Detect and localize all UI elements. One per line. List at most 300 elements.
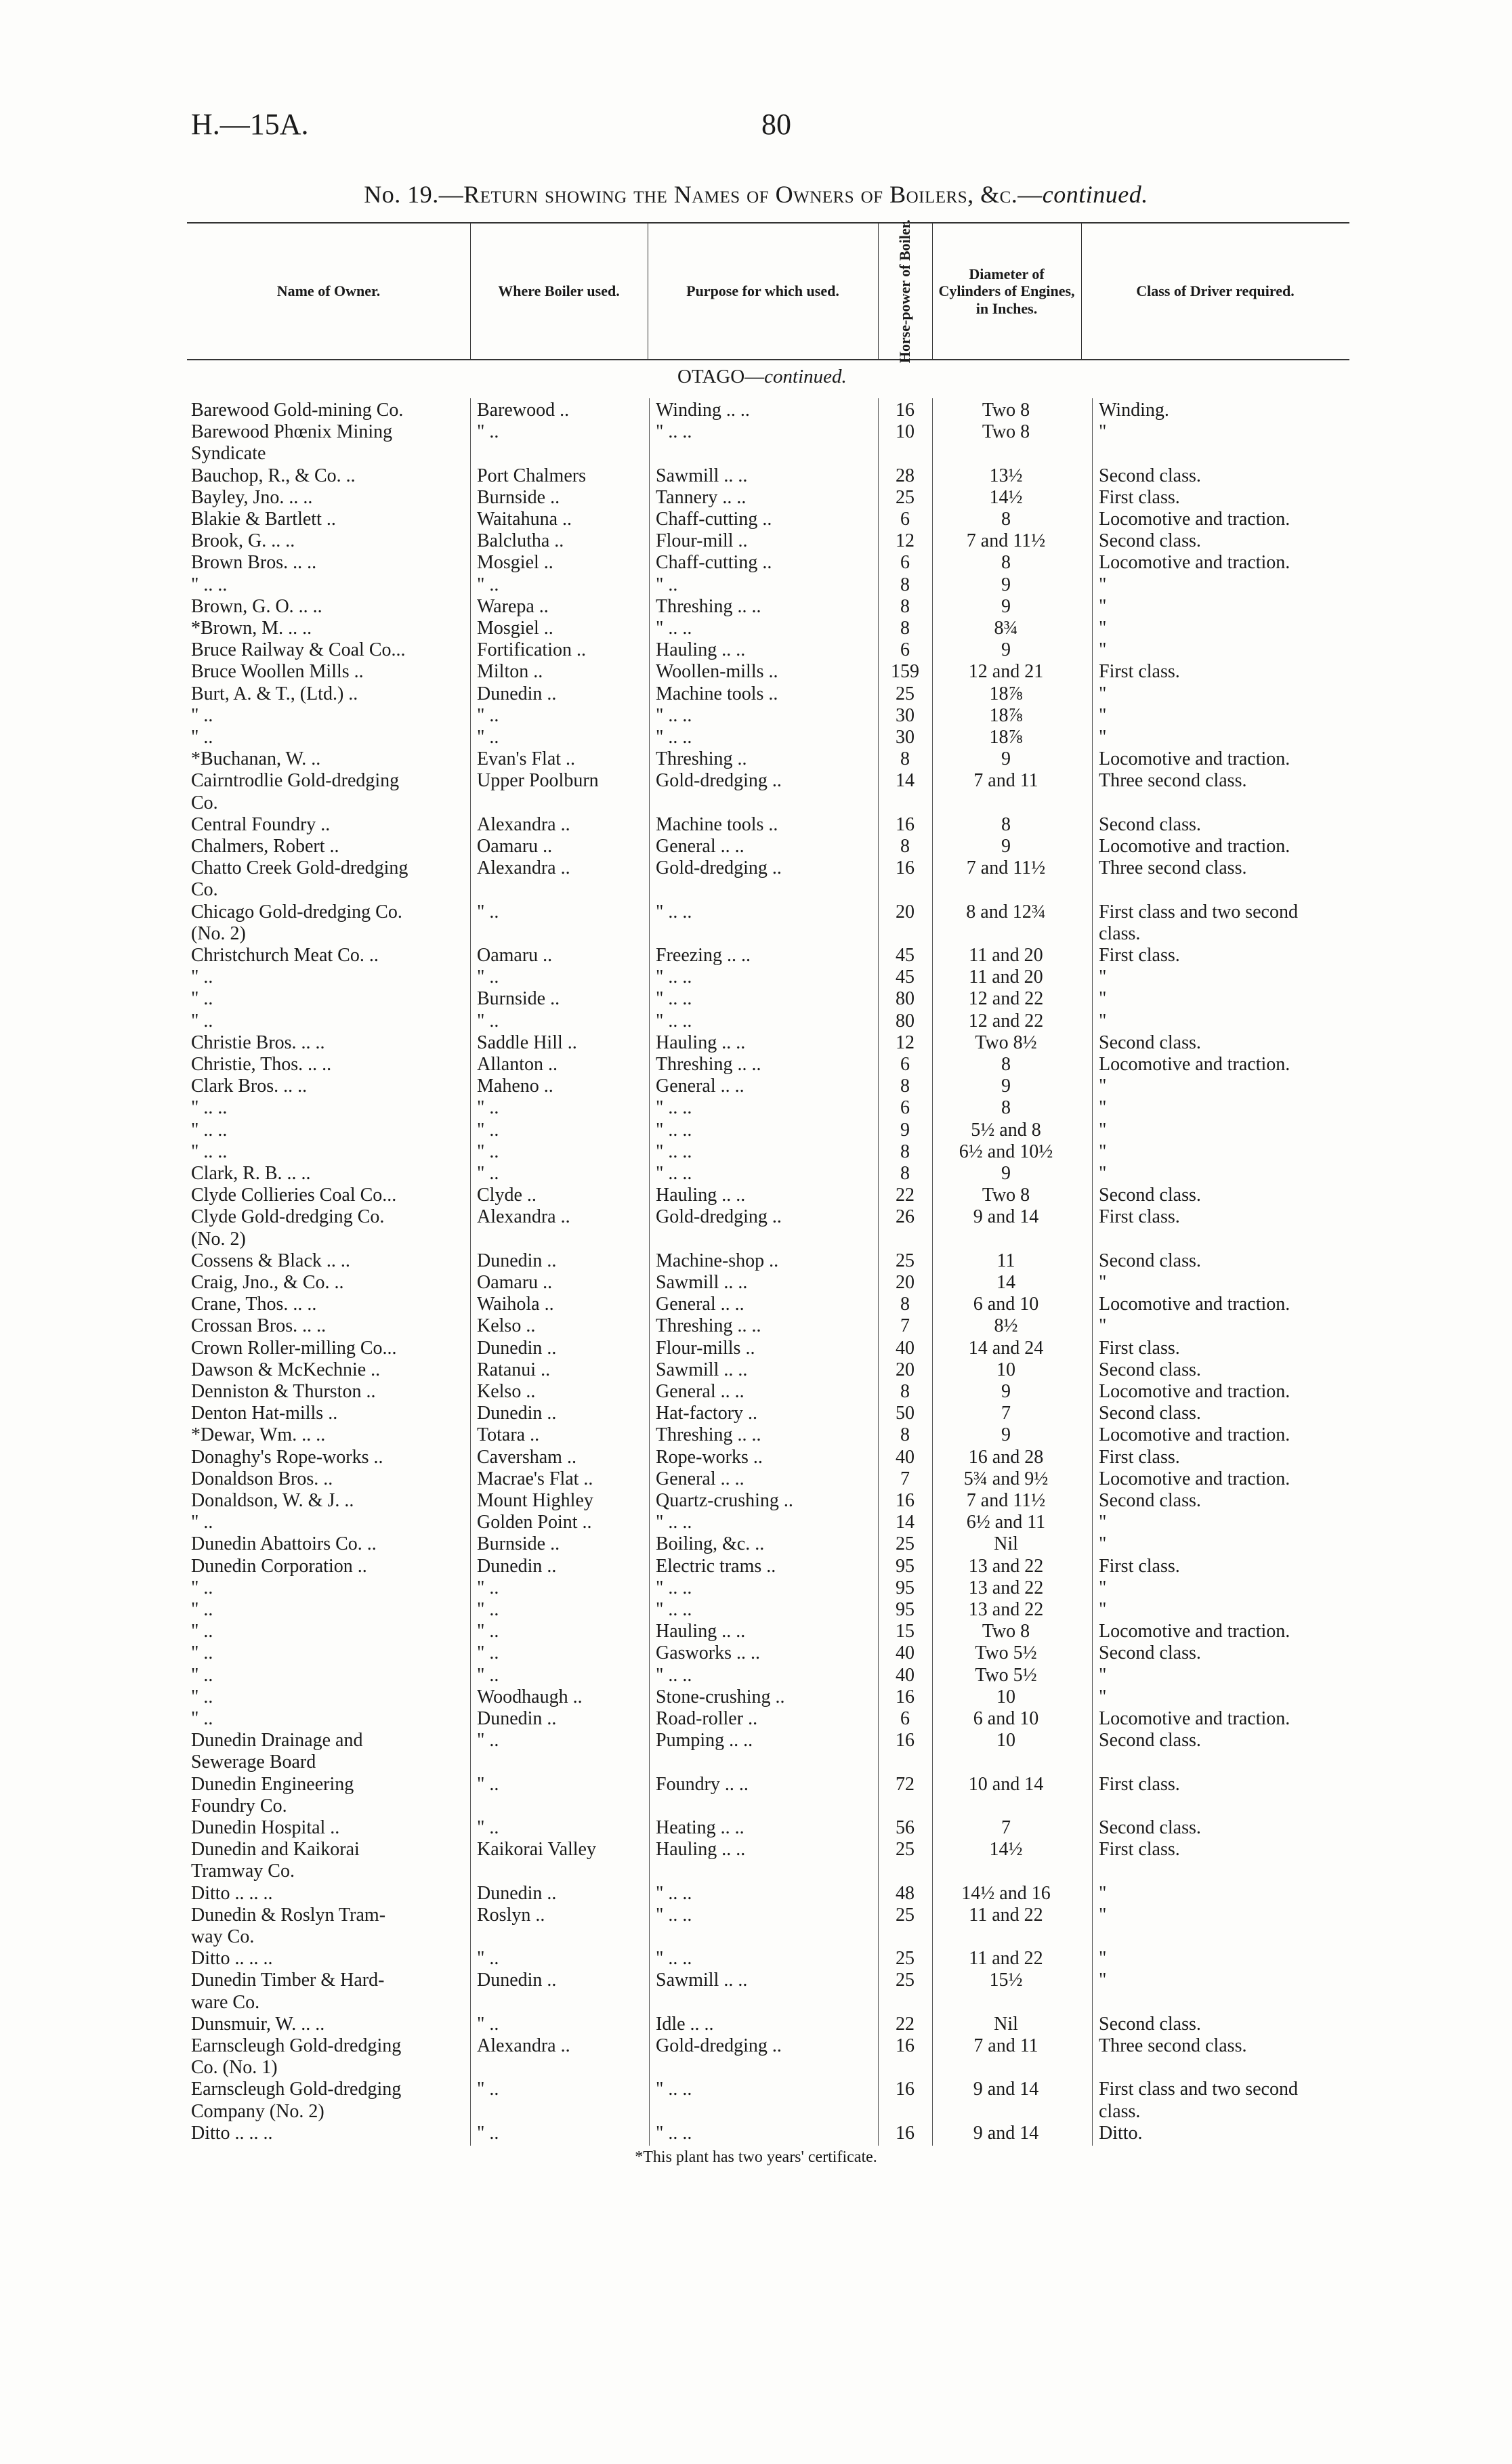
where-used: " .. bbox=[477, 1642, 499, 1664]
where-used: " .. bbox=[477, 1773, 499, 1795]
cylinder-diameter: 9 bbox=[1001, 1076, 1011, 1097]
owner-name: Barewood Gold-mining Co. bbox=[191, 400, 404, 421]
purpose: " .. .. bbox=[656, 1904, 692, 1926]
where-used: Upper Poolburn bbox=[477, 770, 599, 792]
horse-power: 8 bbox=[900, 618, 910, 639]
cylinder-diameter: 18⅞ bbox=[989, 683, 1023, 704]
owner-name: Brown Bros. .. .. bbox=[191, 552, 317, 574]
purpose: Hauling .. .. bbox=[656, 639, 746, 661]
cylinder-diameter: Two 8 bbox=[982, 1621, 1030, 1642]
horse-power: 16 bbox=[896, 2079, 915, 2100]
where-used: Kelso .. bbox=[477, 1315, 536, 1337]
driver-class: " bbox=[1099, 1577, 1107, 1598]
region-name: OTAGO— bbox=[677, 366, 765, 387]
driver-class: Locomotive and traction. bbox=[1099, 1621, 1290, 1642]
purpose: Heating .. .. bbox=[656, 1817, 744, 1838]
cylinder-diameter: Two 5½ bbox=[975, 1664, 1037, 1686]
driver-class: Locomotive and traction. bbox=[1099, 836, 1290, 857]
driver-class: First class. bbox=[1099, 945, 1180, 966]
owner-name: " .. bbox=[191, 1664, 213, 1686]
where-used: Saddle Hill .. bbox=[477, 1032, 577, 1053]
horse-power: 45 bbox=[896, 945, 915, 966]
where-used: Dunedin .. bbox=[477, 683, 557, 704]
cylinder-diameter: 7 and 11½ bbox=[966, 1490, 1046, 1511]
horse-power: 6 bbox=[900, 1708, 910, 1729]
owner-name: Syndicate bbox=[191, 443, 266, 465]
cylinder-diameter: 11 bbox=[996, 1250, 1015, 1271]
driver-class: Locomotive and traction. bbox=[1099, 1468, 1290, 1489]
table-header bbox=[187, 219, 1349, 364]
purpose: Hauling .. .. bbox=[656, 1839, 746, 1861]
table-title bbox=[0, 180, 1512, 209]
where-used: Fortification .. bbox=[477, 639, 586, 661]
purpose: Road-roller .. bbox=[656, 1708, 758, 1729]
where-used: Mount Highley bbox=[477, 1490, 593, 1511]
purpose: Threshing .. bbox=[656, 748, 747, 770]
cylinder-diameter: Nil bbox=[994, 1533, 1018, 1555]
cylinder-diameter: 18⅞ bbox=[989, 727, 1023, 748]
driver-class: First class. bbox=[1099, 1337, 1180, 1359]
cylinder-diameter: Nil bbox=[994, 2013, 1018, 2035]
table-row bbox=[0, 1883, 1512, 1905]
horse-power: 20 bbox=[896, 1359, 915, 1380]
purpose: Idle .. .. bbox=[656, 2013, 714, 2035]
where-used: Clyde .. bbox=[477, 1185, 537, 1206]
horse-power: 25 bbox=[896, 1970, 915, 1991]
purpose: " .. .. bbox=[656, 1010, 692, 1032]
where-used: Warepa .. bbox=[477, 595, 549, 617]
table-row bbox=[0, 1796, 1512, 1817]
where-used: Waitahuna .. bbox=[477, 509, 572, 530]
driver-class: Second class. bbox=[1099, 1730, 1201, 1751]
cylinder-diameter: 9 bbox=[1001, 595, 1011, 617]
driver-class: Second class. bbox=[1099, 1185, 1201, 1206]
where-used: " .. bbox=[477, 1621, 499, 1642]
owner-name: Donaldson, W. & J. .. bbox=[191, 1490, 354, 1511]
owner-name: *Buchanan, W. .. bbox=[191, 748, 321, 770]
table-row bbox=[0, 2035, 1512, 2057]
driver-class: Second class. bbox=[1099, 1403, 1201, 1424]
purpose: " .. .. bbox=[656, 1599, 692, 1620]
driver-class: " bbox=[1099, 1599, 1107, 1620]
purpose: Woollen-mills .. bbox=[656, 661, 778, 683]
owner-name: Donaghy's Rope-works .. bbox=[191, 1446, 383, 1468]
owner-name: Donaldson Bros. .. bbox=[191, 1468, 333, 1489]
where-used: Alexandra .. bbox=[477, 1206, 570, 1228]
table-row bbox=[0, 1533, 1512, 1555]
driver-class: class. bbox=[1099, 2100, 1141, 2122]
table-row bbox=[0, 1076, 1512, 1097]
purpose: " .. .. bbox=[656, 1119, 692, 1141]
purpose: " .. .. bbox=[656, 1512, 692, 1533]
owner-name: " .. bbox=[191, 1708, 213, 1729]
table-row bbox=[0, 2014, 1512, 2035]
owner-name: " .. .. bbox=[191, 1119, 228, 1141]
owner-name: Foundry Co. bbox=[191, 1795, 287, 1817]
where-used: Burnside .. bbox=[477, 988, 560, 1010]
horse-power: 9 bbox=[900, 1119, 910, 1141]
purpose: Threshing .. .. bbox=[656, 1315, 761, 1337]
footnote: *This plant has two years' certificate. bbox=[635, 2148, 877, 2166]
horse-power: 30 bbox=[896, 727, 915, 748]
cylinder-diameter: 6½ and 11 bbox=[966, 1512, 1046, 1533]
where-used: " .. bbox=[477, 704, 499, 726]
purpose: General .. .. bbox=[656, 1294, 744, 1315]
title-main: Return showing the Names of Owners of Boilers, &c.— bbox=[463, 181, 1043, 208]
horse-power: 22 bbox=[896, 2013, 915, 2035]
driver-class: " bbox=[1099, 727, 1107, 748]
cylinder-diameter: 13 and 22 bbox=[968, 1577, 1044, 1598]
purpose: " .. .. bbox=[656, 727, 692, 748]
horse-power: 8 bbox=[900, 1424, 910, 1446]
horse-power: 16 bbox=[896, 1686, 915, 1707]
driver-class: Locomotive and traction. bbox=[1099, 552, 1290, 574]
horse-power: 7 bbox=[900, 1468, 910, 1489]
table-row bbox=[0, 443, 1512, 465]
purpose: " .. .. bbox=[656, 1141, 692, 1162]
purpose: Sawmill .. .. bbox=[656, 1359, 748, 1380]
purpose: Threshing .. .. bbox=[656, 1424, 761, 1446]
table-row bbox=[0, 748, 1512, 770]
driver-class: " bbox=[1099, 1533, 1107, 1555]
cylinder-diameter: 10 bbox=[996, 1359, 1015, 1380]
purpose: Machine tools .. bbox=[656, 683, 778, 704]
driver-class: Ditto. bbox=[1099, 2122, 1143, 2144]
cylinder-diameter: 9 bbox=[1001, 748, 1011, 770]
purpose: " .. .. bbox=[656, 1577, 692, 1598]
table-row bbox=[0, 1512, 1512, 1533]
purpose: " .. .. bbox=[656, 1097, 692, 1119]
owner-name: Dunedin Abattoirs Co. .. bbox=[191, 1533, 377, 1555]
table-row bbox=[0, 1599, 1512, 1621]
cylinder-diameter: 7 bbox=[1001, 1403, 1011, 1424]
where-used: Caversham .. bbox=[477, 1446, 576, 1468]
driver-class: " bbox=[1099, 1097, 1107, 1119]
where-used: Burnside .. bbox=[477, 1533, 560, 1555]
where-used: Mosgiel .. bbox=[477, 618, 553, 639]
table-row bbox=[0, 1774, 1512, 1796]
owner-name: " .. bbox=[191, 967, 213, 988]
owner-name: (No. 2) bbox=[191, 1228, 246, 1250]
horse-power: 12 bbox=[896, 1032, 915, 1053]
table-row bbox=[0, 1839, 1512, 1861]
horse-power: 22 bbox=[896, 1185, 915, 1206]
table-row bbox=[0, 1381, 1512, 1403]
horse-power: 25 bbox=[896, 1904, 915, 1926]
owner-name: Bruce Railway & Coal Co... bbox=[191, 639, 406, 661]
driver-class: Locomotive and traction. bbox=[1099, 748, 1290, 770]
purpose: Gold-dredging .. bbox=[656, 1206, 782, 1228]
horse-power: 40 bbox=[896, 1337, 915, 1359]
purpose: " .. .. bbox=[656, 618, 692, 639]
where-used: " .. bbox=[477, 1577, 499, 1598]
owner-name: Clyde Collieries Coal Co... bbox=[191, 1185, 397, 1206]
where-used: Macrae's Flat .. bbox=[477, 1468, 593, 1489]
table-row bbox=[0, 1097, 1512, 1119]
purpose: Sawmill .. .. bbox=[656, 1272, 748, 1293]
cylinder-diameter: 13½ bbox=[989, 465, 1023, 486]
horse-power: 8 bbox=[900, 748, 910, 770]
where-used: Dunedin .. bbox=[477, 1250, 557, 1271]
driver-class: " bbox=[1099, 639, 1107, 661]
cylinder-diameter: 12 and 22 bbox=[968, 1010, 1044, 1032]
table-row bbox=[0, 967, 1512, 988]
header-driver: Class of Driver required. bbox=[1136, 282, 1295, 300]
cylinder-diameter: 18⅞ bbox=[989, 704, 1023, 726]
horse-power: 15 bbox=[896, 1621, 915, 1642]
driver-class: " bbox=[1099, 1882, 1107, 1904]
header-owner: Name of Owner. bbox=[276, 282, 381, 300]
owner-name: Bayley, Jno. .. .. bbox=[191, 486, 313, 508]
driver-class: Locomotive and traction. bbox=[1099, 1294, 1290, 1315]
owner-name: " .. bbox=[191, 727, 213, 748]
purpose: Stone-crushing .. bbox=[656, 1686, 785, 1707]
title-continued: continued. bbox=[1042, 181, 1148, 208]
driver-class: Second class. bbox=[1099, 1359, 1201, 1380]
owner-name: way Co. bbox=[191, 1926, 255, 1947]
driver-class: Three second class. bbox=[1099, 857, 1247, 879]
cylinder-diameter: 12 and 22 bbox=[968, 988, 1044, 1010]
owner-name: Sewerage Board bbox=[191, 1751, 316, 1773]
table-row bbox=[0, 2057, 1512, 2079]
where-used: " .. bbox=[477, 2122, 499, 2144]
where-used: Dunedin .. bbox=[477, 1337, 557, 1359]
horse-power: 8 bbox=[900, 574, 910, 595]
purpose: Rope-works .. bbox=[656, 1446, 763, 1468]
where-used: Port Chalmers bbox=[477, 465, 586, 486]
where-used: Oamaru .. bbox=[477, 945, 553, 966]
cylinder-diameter: 6 and 10 bbox=[973, 1708, 1039, 1729]
purpose: " .. .. bbox=[656, 1163, 692, 1184]
owner-name: ware Co. bbox=[191, 1991, 260, 2013]
cylinder-diameter: 7 and 11½ bbox=[966, 530, 1046, 552]
horse-power: 45 bbox=[896, 967, 915, 988]
table-row bbox=[0, 1424, 1512, 1446]
owner-name: Company (No. 2) bbox=[191, 2100, 324, 2122]
owner-name: Crossan Bros. .. .. bbox=[191, 1315, 327, 1337]
table-row bbox=[0, 1163, 1512, 1185]
purpose: Hauling .. .. bbox=[656, 1185, 746, 1206]
horse-power: 8 bbox=[900, 595, 910, 617]
horse-power: 16 bbox=[896, 400, 915, 421]
driver-class: " bbox=[1099, 988, 1107, 1010]
driver-class: First class. bbox=[1099, 1446, 1180, 1468]
table-row bbox=[0, 792, 1512, 814]
horse-power: 28 bbox=[896, 465, 915, 486]
table-row bbox=[0, 487, 1512, 509]
table-row bbox=[0, 1686, 1512, 1708]
where-used: Mosgiel .. bbox=[477, 552, 553, 574]
driver-class: " bbox=[1099, 595, 1107, 617]
region-continued: continued. bbox=[764, 366, 847, 387]
driver-class: Second class. bbox=[1099, 465, 1201, 486]
table-row bbox=[0, 1730, 1512, 1751]
owner-name: Bruce Woollen Mills .. bbox=[191, 661, 364, 683]
table-row bbox=[0, 1054, 1512, 1076]
where-used: Balclutha .. bbox=[477, 530, 564, 552]
where-used: Dunedin .. bbox=[477, 1403, 557, 1424]
driver-class: Three second class. bbox=[1099, 2035, 1247, 2056]
cylinder-diameter: 9 and 14 bbox=[973, 2122, 1039, 2144]
table-row bbox=[0, 705, 1512, 727]
driver-class: First class. bbox=[1099, 1839, 1180, 1861]
header-hp-cell bbox=[878, 219, 932, 364]
table-row bbox=[0, 2079, 1512, 2100]
owner-name: " .. bbox=[191, 1599, 213, 1620]
purpose: Gold-dredging .. bbox=[656, 857, 782, 879]
owner-name: Burt, A. & T., (Ltd.) .. bbox=[191, 683, 358, 704]
owner-name: Dawson & McKechnie .. bbox=[191, 1359, 381, 1380]
where-used: Barewood .. bbox=[477, 400, 570, 421]
owner-name: Denton Hat-mills .. bbox=[191, 1403, 338, 1424]
purpose: " .. .. bbox=[656, 1948, 692, 1970]
purpose: " .. .. bbox=[656, 1664, 692, 1686]
purpose: Sawmill .. .. bbox=[656, 1970, 748, 1991]
driver-class: Locomotive and traction. bbox=[1099, 509, 1290, 530]
owner-name: Ditto .. .. .. bbox=[191, 1882, 273, 1904]
horse-power: 20 bbox=[896, 901, 915, 922]
cylinder-diameter: 9 bbox=[1001, 574, 1011, 595]
purpose: Chaff-cutting .. bbox=[656, 552, 772, 574]
driver-class: Second class. bbox=[1099, 2013, 1201, 2035]
horse-power: 16 bbox=[896, 813, 915, 835]
title-prefix: No. 19.— bbox=[364, 181, 464, 208]
horse-power: 16 bbox=[896, 857, 915, 879]
table-row bbox=[0, 1272, 1512, 1294]
table-row bbox=[0, 2123, 1512, 2144]
table-row bbox=[0, 552, 1512, 574]
page-number: 80 bbox=[761, 108, 791, 141]
owner-name: " .. bbox=[191, 1512, 213, 1533]
table-row bbox=[0, 1141, 1512, 1163]
where-used: Allanton .. bbox=[477, 1054, 558, 1075]
purpose: Tannery .. .. bbox=[656, 486, 747, 508]
owner-name: Christie, Thos. .. .. bbox=[191, 1054, 332, 1075]
where-used: " .. bbox=[477, 1599, 499, 1620]
horse-power: 8 bbox=[900, 1163, 910, 1184]
where-used: " .. bbox=[477, 1141, 499, 1162]
cylinder-diameter: 10 bbox=[996, 1686, 1015, 1707]
cylinder-diameter: 9 bbox=[1001, 836, 1011, 857]
where-used: Kelso .. bbox=[477, 1381, 536, 1402]
table-row bbox=[0, 683, 1512, 705]
header-hp: Horse-power of Boiler. bbox=[896, 219, 913, 364]
owner-name: Chicago Gold-dredging Co. bbox=[191, 901, 402, 922]
cylinder-diameter: Two 8 bbox=[982, 421, 1030, 443]
driver-class: " bbox=[1099, 1904, 1107, 1926]
driver-class: Locomotive and traction. bbox=[1099, 1424, 1290, 1446]
purpose: Machine tools .. bbox=[656, 813, 778, 835]
owner-name: Bauchop, R., & Co. .. bbox=[191, 465, 356, 486]
horse-power: 6 bbox=[900, 1097, 910, 1119]
where-used: Waihola .. bbox=[477, 1294, 554, 1315]
owner-name: Earnscleugh Gold-dredging bbox=[191, 2079, 402, 2100]
header-where: Where Boiler used. bbox=[498, 282, 620, 300]
cylinder-diameter: 8 bbox=[1001, 552, 1011, 574]
cylinder-diameter: 5¾ and 9½ bbox=[963, 1468, 1049, 1489]
where-used: Alexandra .. bbox=[477, 857, 570, 879]
cylinder-diameter: 7 and 11 bbox=[973, 2035, 1038, 2056]
purpose: Gold-dredging .. bbox=[656, 770, 782, 792]
purpose: " .. .. bbox=[656, 2122, 692, 2144]
horse-power: 6 bbox=[900, 639, 910, 661]
where-used: " .. bbox=[477, 967, 499, 988]
table-row bbox=[0, 1642, 1512, 1664]
horse-power: 8 bbox=[900, 836, 910, 857]
table-row bbox=[0, 1577, 1512, 1599]
driver-class: First class. bbox=[1099, 486, 1180, 508]
cylinder-diameter: 14 bbox=[996, 1272, 1015, 1293]
driver-class: Three second class. bbox=[1099, 770, 1247, 792]
horse-power: 12 bbox=[896, 530, 915, 552]
where-used: " .. bbox=[477, 901, 499, 922]
cylinder-diameter: 14½ bbox=[989, 486, 1023, 508]
purpose: Foundry .. .. bbox=[656, 1773, 749, 1795]
where-used: " .. bbox=[477, 421, 499, 443]
owner-name: Denniston & Thurston .. bbox=[191, 1381, 376, 1402]
page-identifier: H.—15A. bbox=[191, 108, 309, 141]
driver-class: " bbox=[1099, 967, 1107, 988]
purpose: Chaff-cutting .. bbox=[656, 509, 772, 530]
table-row bbox=[0, 1861, 1512, 1882]
cylinder-diameter: 8 bbox=[1001, 813, 1011, 835]
table-row bbox=[0, 1970, 1512, 1991]
owner-name: Dunedin & Roslyn Tram- bbox=[191, 1904, 386, 1926]
cylinder-diameter: Two 5½ bbox=[975, 1642, 1037, 1664]
horse-power: 30 bbox=[896, 704, 915, 726]
driver-class: Second class. bbox=[1099, 1250, 1201, 1271]
where-used: Alexandra .. bbox=[477, 2035, 570, 2056]
where-used: Kaikorai Valley bbox=[477, 1839, 596, 1861]
purpose: General .. .. bbox=[656, 1076, 744, 1097]
cylinder-diameter: 9 bbox=[1001, 1381, 1011, 1402]
cylinder-diameter: 5½ and 8 bbox=[971, 1119, 1041, 1141]
table-row bbox=[0, 1315, 1512, 1337]
owner-name: " .. bbox=[191, 1686, 213, 1707]
horse-power: 8 bbox=[900, 1141, 910, 1162]
owner-name: *Brown, M. .. .. bbox=[191, 618, 312, 639]
horse-power: 25 bbox=[896, 683, 915, 704]
purpose: " .. .. bbox=[656, 988, 692, 1010]
driver-class: Second class. bbox=[1099, 1642, 1201, 1664]
cylinder-diameter: 12 and 21 bbox=[968, 661, 1044, 683]
horse-power: 14 bbox=[896, 1512, 915, 1533]
driver-class: " bbox=[1099, 683, 1107, 704]
horse-power: 40 bbox=[896, 1446, 915, 1468]
driver-class: First class. bbox=[1099, 1773, 1180, 1795]
where-used: Burnside .. bbox=[477, 486, 560, 508]
where-used: Dunedin .. bbox=[477, 1882, 557, 1904]
owner-name: *Dewar, Wm. .. .. bbox=[191, 1424, 326, 1446]
driver-class: First class. bbox=[1099, 1206, 1180, 1228]
cylinder-diameter: 16 and 28 bbox=[968, 1446, 1044, 1468]
cylinder-diameter: 14½ and 16 bbox=[961, 1882, 1051, 1904]
horse-power: 16 bbox=[896, 1730, 915, 1751]
table-row bbox=[0, 1665, 1512, 1686]
purpose: " .. .. bbox=[656, 421, 692, 443]
where-used: Dunedin .. bbox=[477, 1555, 557, 1577]
cylinder-diameter: 8 bbox=[1001, 509, 1011, 530]
horse-power: 16 bbox=[896, 2122, 915, 2144]
horse-power: 25 bbox=[896, 1839, 915, 1861]
cylinder-diameter: Two 8 bbox=[982, 1185, 1030, 1206]
table-row bbox=[0, 1905, 1512, 1926]
cylinder-diameter: 11 and 20 bbox=[969, 945, 1043, 966]
horse-power: 8 bbox=[900, 1381, 910, 1402]
horse-power: 80 bbox=[896, 1010, 915, 1032]
purpose: Gasworks .. .. bbox=[656, 1642, 760, 1664]
owner-name: Chatto Creek Gold-dredging bbox=[191, 857, 408, 879]
